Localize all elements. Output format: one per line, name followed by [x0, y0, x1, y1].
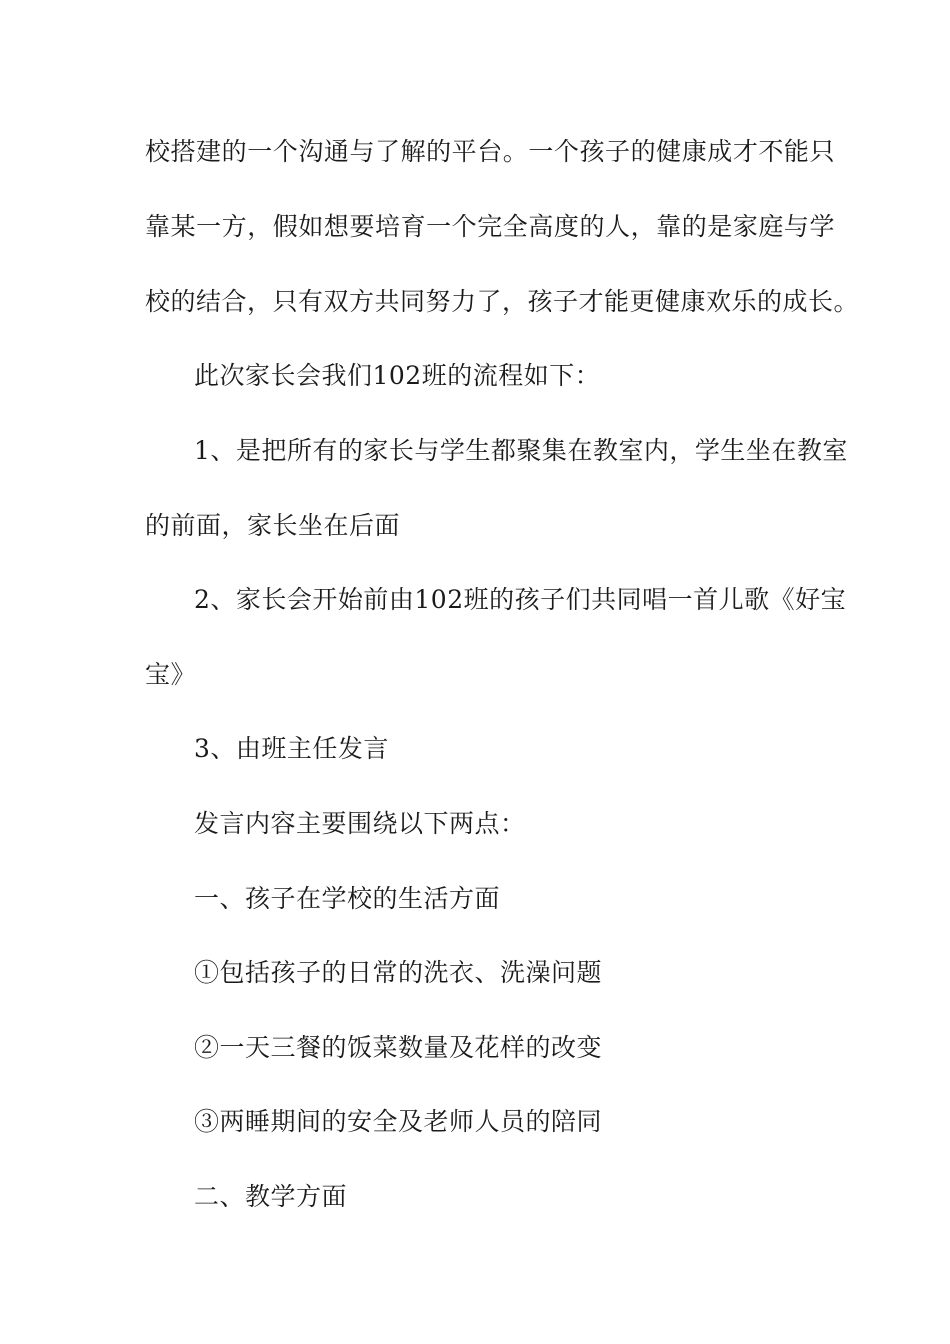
- list-item-line: 的前面，家长坐在后面: [145, 511, 401, 540]
- list-item-line: ③两睡期间的安全及老师人员的陪同: [194, 1107, 603, 1136]
- section-heading: 二、教学方面: [194, 1182, 348, 1211]
- list-item-line: 3、由班主任发言: [194, 734, 389, 763]
- list-item-line: 1、是把所有的家长与学生都聚集在教室内，学生坐在教室: [194, 436, 848, 465]
- list-item-line: ②一天三餐的饭菜数量及花样的改变: [194, 1033, 603, 1062]
- paragraph-line: 校的结合，只有双方共同努力了，孩子才能更健康欢乐的成长。: [145, 287, 860, 316]
- paragraph-line: 此次家长会我们102班的流程如下：: [194, 361, 601, 390]
- list-item-line: 宝》: [145, 660, 197, 689]
- section-heading: 一、孩子在学校的生活方面: [194, 884, 501, 913]
- list-item-line: 2、家长会开始前由102班的孩子们共同唱一首儿歌《好宝: [194, 585, 847, 614]
- paragraph-line: 校搭建的一个沟通与了解的平台。一个孩子的健康成才不能只: [145, 137, 835, 166]
- paragraph-line: 靠某一方，假如想要培育一个完全高度的人，靠的是家庭与学: [145, 212, 835, 241]
- paragraph-line: 发言内容主要围绕以下两点：: [194, 809, 526, 838]
- list-item-line: ①包括孩子的日常的洗衣、洗澡问题: [194, 958, 603, 987]
